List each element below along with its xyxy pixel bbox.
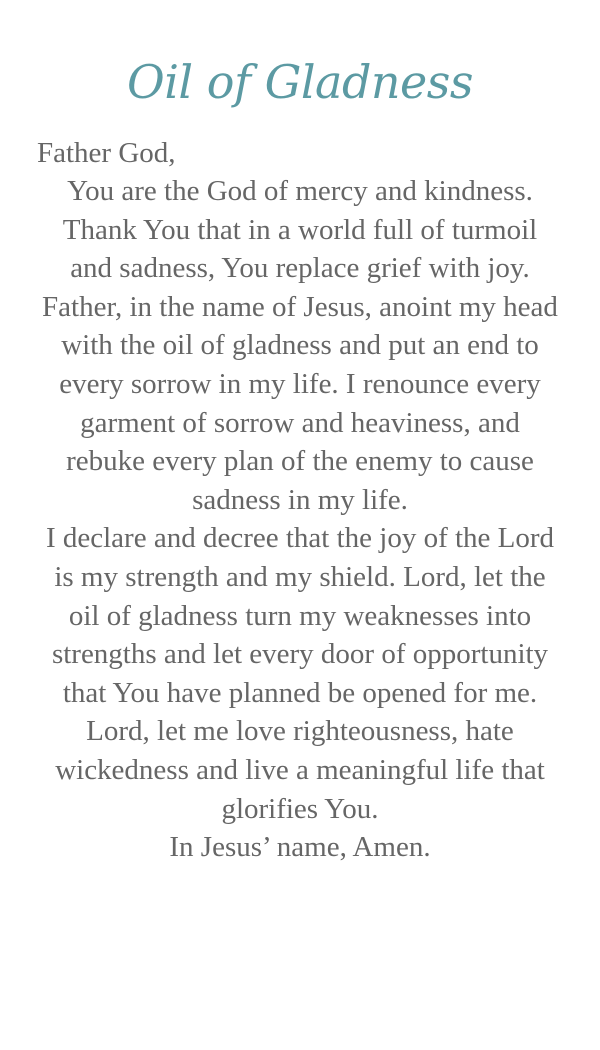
prayer-body [42,172,558,867]
prayer-paragraph-2: I declare and decree that the joy of the Lord is my strength and my shield. Lord, let the oil of gladness turn my weaknesses into strengths and let every door of opportunity that You have planned be opened for me. Lord, let me love righteousness, hate wickedness and live a meaningful life that glorifies You. [45,522,555,825]
page-title: Oil of Gladness [127,55,473,109]
closing-line: In Jesus’ name, Amen. [169,831,431,864]
salutation: Father God, [37,137,176,169]
prayer-paragraph-1: You are the God of mercy and kindness. Thank You that in a world full of turmoil and sadness, You replace grief with joy. Father, in the name of Jesus, anoint my head with the oil of gladness and put an end to every sorrow in my life. I renounce every garment of sorrow and heaviness, and rebuke every plan of the enemy to cause sadness in my life. [42,175,558,516]
